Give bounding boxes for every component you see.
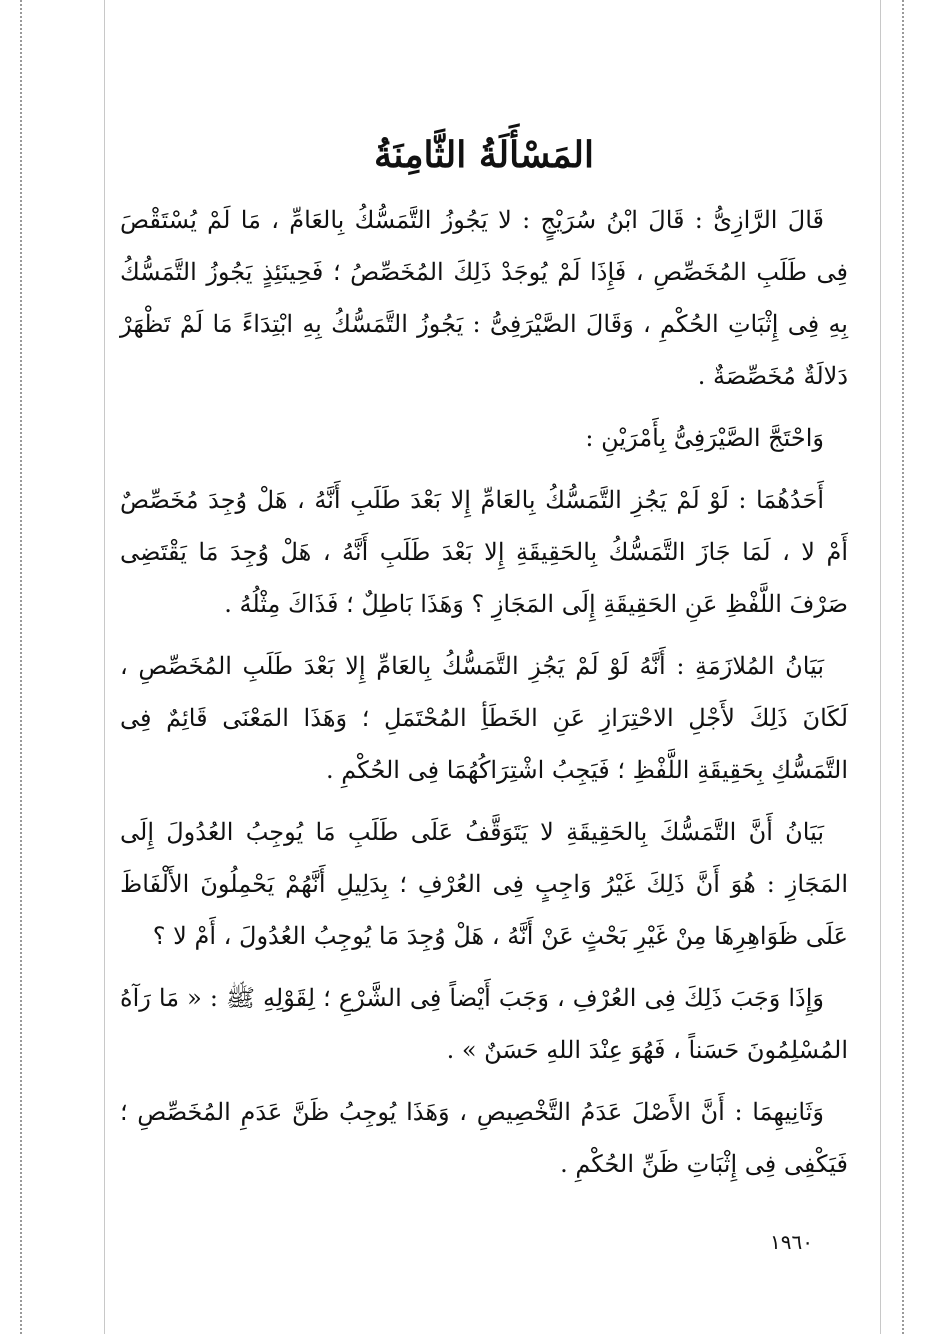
scan-border-dots-right bbox=[902, 0, 904, 1334]
paragraph-correlation-explanation: بَيَانُ المُلازَمَةِ : أَنَّهُ لَوْ لَمْ يَجُزِ التَّمَسُّكُ بِالعَامِّ إِلا بَعْدَ طَلَبِ المُخَصِّصِ ، لَكَانَ ذَلِكَ لأَجْلِ الاحْتِرَازِ عَنِ الخَطَأِ المُحْتَمَلِ ؛ وَهَذَا المَعْنَى قَائِمٌ فِى التَّمَسُّكِ بِحَقِيقَةِ اللَّفْظِ ؛ فَيَجِبُ اشْتِرَاكُهُمَا فِى الحُكْمِ . bbox=[120, 652, 849, 785]
paragraph-sayrafi-argument-intro: وَاحْتَجَّ الصَّيْرَفِىُّ بِأَمْرَيْنِ : bbox=[585, 424, 824, 453]
page-edge-right bbox=[880, 0, 881, 1334]
paragraph-razi-quote: قَالَ الرَّازِىُّ : قَالَ ابْنُ سُرَيْجٍ : لا يَجُوزُ التَّمَسُّكُ بِالعَامِّ ، مَا لَمْ يُسْتَقْصَ فِى طَلَبِ المُخَصِّصِ ، فَإِذَا لَمْ يُوجَدْ ذَلِكَ المُخَصِّصُ ؛ فَحِينَئِذٍ يَجُوزُ التَّمَسُّكُ بِهِ فِى إِثْبَاتِ الحُكْمِ ، وَقَالَ الصَّيْرَفِىُّ : يَجُوزُ التَّمَسُّكُ بِهِ ابْتِدَاءً مَا لَمْ تَظْهَرْ دَلالَةٌ مُخَصِّصَةٌ . bbox=[120, 206, 848, 391]
section-title: المَسْأَلَةُ الثَّامِنَةُ bbox=[374, 134, 594, 176]
paragraph-second-argument: وَثَانِيهِمَا : أَنَّ الأَصْلَ عَدَمُ التَّخْصِيصِ ، وَهَذَا يُوجِبُ ظَنَّ عَدَمِ المُخَصِّصِ ؛ فَيَكْفِى فِى إِثْبَاتِ ظَنِّ الحُكْمِ . bbox=[120, 1098, 848, 1179]
page-number: ١٩٦٠ bbox=[770, 1230, 813, 1254]
paragraph-literal-meaning-explanation: بَيَانُ أَنَّ التَّمَسُّكَ بِالحَقِيقَةِ لا يَتَوَقَّفُ عَلَى طَلَبِ مَا يُوجِبُ العُدُولَ إِلَى المَجَازِ : هُوَ أَنَّ ذَلِكَ غَيْرُ وَاجِبٍ فِى العُرْفِ ؛ بِدَلِيلِ أَنَّهُمْ يَحْمِلُونَ الأَلْفَاظَ عَلَى ظَوَاهِرِهَا مِنْ غَيْرِ بَحْثٍ عَنْ أَنَّهُ ، هَلْ وُجِدَ مَا يُوجِبُ العُدُولَ ، أَمْ لا ؟ bbox=[120, 818, 848, 951]
paragraph-custom-and-sharia: وَإِذَا وَجَبَ ذَلِكَ فِى العُرْفِ ، وَجَبَ أَيْضاً فِى الشَّرْعِ ؛ لِقَوْلِهِ ﷺ : « مَا رَآهُ المُسْلِمُونَ حَسَناً ، فَهُوَ عِنْدَ اللهِ حَسَنٌ » . bbox=[120, 984, 848, 1065]
scan-border-dots-left bbox=[20, 0, 22, 1334]
page-edge-left bbox=[104, 0, 105, 1334]
document-page bbox=[120, 130, 848, 1200]
paragraph-first-argument: أَحَدُهُمَا : لَوْ لَمْ يَجُزِ التَّمَسُّكُ بِالعَامِّ إِلا بَعْدَ طَلَبِ أَنَّهُ ، هَلْ وُجِدَ مُخَصِّصٌ أَمْ لا ، لَمَا جَازَ التَّمَسُّكُ بِالحَقِيقَةِ إِلا بَعْدَ طَلَبِ أَنَّهُ ، هَلْ وُجِدَ مَا يَقْتَضِى صَرْفَ اللَّفْظِ عَنِ الحَقِيقَةِ إِلَى المَجَازِ ؟ وَهَذَا بَاطِلٌ ؛ فَذَاكَ مِثْلُهُ . bbox=[120, 486, 848, 619]
